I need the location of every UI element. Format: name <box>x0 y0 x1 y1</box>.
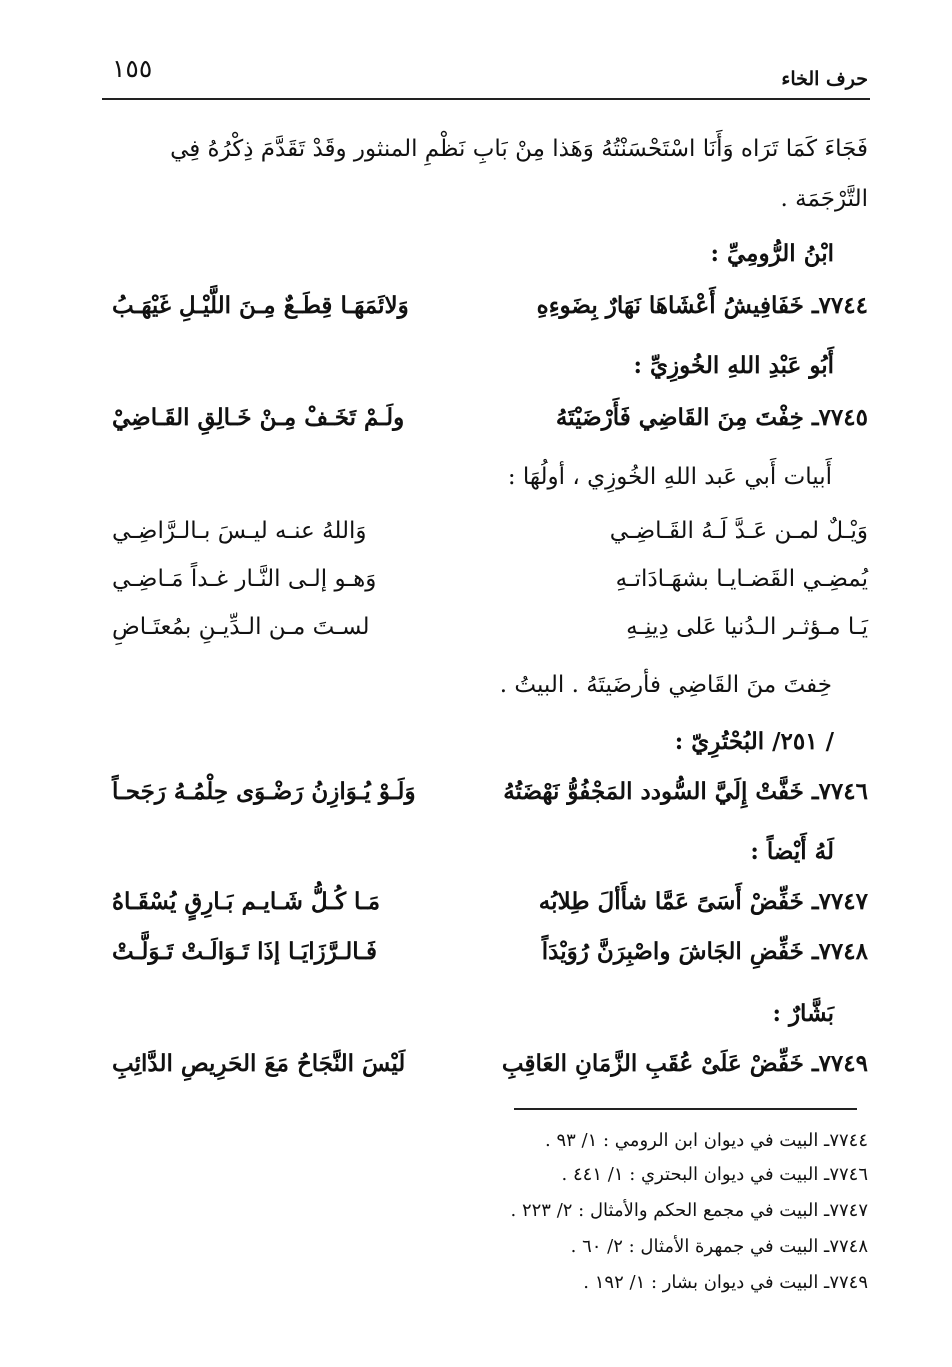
verse-number: ٧٧٤٤ـ <box>811 292 868 319</box>
prose-line: خِفتَ منَ القَاضِي فأرضَيتَهُ . البيتُ . <box>499 672 832 698</box>
verse-second-hemistich: وَاللهُ عنـه ليـسَ بـالـرَّاضِـي <box>112 518 367 544</box>
verse-second-hemistich: مَـا كُـلُّ شَـايـم بَـارِقٍ يُسْقَـاهُ <box>112 888 381 915</box>
verse-second-hemistich: ولَـمْ تَخَـفْ مِـنْ خَـالِقِ القَـاضِيْ <box>112 404 405 431</box>
verse-number: ٧٧٤٦ـ <box>811 778 868 805</box>
verse-first-hemistich <box>478 888 868 915</box>
intro-line-1: فَجَاءَ كَمَا تَرَاه وَأَنَا اسْتَحْسَنْتُهُ وَهَذا مِنْ بَابِ نَظْمِ المنثور وقَدْ تَقَدَّمَ ذِكْرُهُ فِي <box>170 136 868 162</box>
verse-second-hemistich: فَـالـرَّزَايَـا إذَا تَـوَالَـتْ تَـوَلَّـتْ <box>112 938 377 965</box>
poet-heading: لَهُ أَيْضاً : <box>750 838 834 865</box>
verse-first-hemistich: يُمضِـي القَضـايـا بشهَـادَاتـهِ <box>615 566 868 592</box>
verse-first-hemistich <box>478 938 868 965</box>
footnote: ٧٧٤٧ـ البيت في مجمع الحكم والأمثال : ٢/ ٢٢٣ . <box>510 1200 868 1221</box>
verse-second-hemistich: وَلائَمَهَـا قِطَـعٌ مِـنَ اللَّيْـلِ غَيْهَـبُ <box>112 292 409 319</box>
footnote: ٧٧٤٩ـ البيت في ديوان بشار : ١/ ١٩٢ . <box>583 1272 868 1293</box>
footnote: ٧٧٤٨ـ البيت في جمهرة الأمثال : ٢/ ٦٠ . <box>570 1236 868 1257</box>
verse-number: ٧٧٤٨ـ <box>811 938 868 965</box>
verse-first-hemistich: وَيْـلٌ لمـن عَـدَّ لَـهُ القَـاضِـي <box>609 518 868 544</box>
poet-heading: ابْنُ الرُّومِيِّ : <box>710 240 834 267</box>
verse-text: خَفَّتْ إِلَيَّ السُّودد المَجْفُوُّ نَهْضَتُهُ <box>503 778 804 805</box>
verse-second-hemistich: لَيْسَ النَّجَاحُ مَعَ الحَرِيصِ الدَّائِبِ <box>112 1050 406 1077</box>
poet-heading: بَشَّارٌ : <box>772 1000 834 1027</box>
verse-text: خِفْتَ مِنَ القَاضِي فَأَرْضَيْتَهُ <box>555 404 804 431</box>
verse-text: خَفِّضِ الجَاشَ واصْبِرَنَّ رُوَيْدَاً <box>541 938 804 965</box>
verse-text: خَفَافِيشُ أَعْشَاهَا نَهَارٌ بِضَوءِهِ <box>536 292 804 319</box>
page-number: ١٥٥ <box>112 54 153 83</box>
footnote: ٧٧٤٤ـ البيت في ديوان ابن الرومي : ١/ ٩٣ . <box>545 1130 868 1151</box>
verse-second-hemistich: وَهـو إلـى النَّـار غـداً مَـاضِـي <box>112 566 377 592</box>
prose-line: أَبيات أَبي عَبد اللهِ الخُوزِي ، أولُهَا : <box>507 464 832 490</box>
verse-number: ٧٧٤٥ـ <box>811 404 868 431</box>
verse-second-hemistich: لسـتَ مـن الـدِّيـنِ بمُعتَـاضِ <box>112 614 370 640</box>
poet-heading: / ٢٥١/ البُحْتُرِيّ : <box>674 728 834 755</box>
verse-number: ٧٧٤٧ـ <box>811 888 868 915</box>
verse-first-hemistich: يَـا مـؤثـر الـدُنيا عَلى دِينِـهِ <box>626 614 868 640</box>
intro-line-2: التَّرْجَمَة . <box>780 186 868 212</box>
poet-heading: أَبُو عَبْدِ اللهِ الخُوزِيِّ : <box>633 352 834 379</box>
verse-first-hemistich <box>478 1050 868 1077</box>
header-divider <box>102 98 870 100</box>
running-header-title: حرف الخاء <box>781 68 868 90</box>
verse-second-hemistich: وَلَـوْ يُـوَازِنُ رَضْـوَى حِلْمُـهُ رَجَحـاً <box>112 778 416 805</box>
verse-first-hemistich <box>478 404 868 431</box>
verse-first-hemistich <box>478 778 868 805</box>
footnote-divider <box>514 1108 857 1110</box>
verse-text: خَفِّضْ أَسَىً عَمَّا شأَألَ طِلابُه <box>538 888 804 915</box>
verse-text: خَفِّضْ عَلَىْ عُقَبِ الزَّمَانِ العَاقِبِ <box>501 1050 804 1077</box>
footnote: ٧٧٤٦ـ البيت في ديوان البحتري : ١/ ٤٤١ . <box>561 1164 868 1185</box>
verse-number: ٧٧٤٩ـ <box>811 1050 868 1077</box>
verse-first-hemistich <box>478 292 868 319</box>
